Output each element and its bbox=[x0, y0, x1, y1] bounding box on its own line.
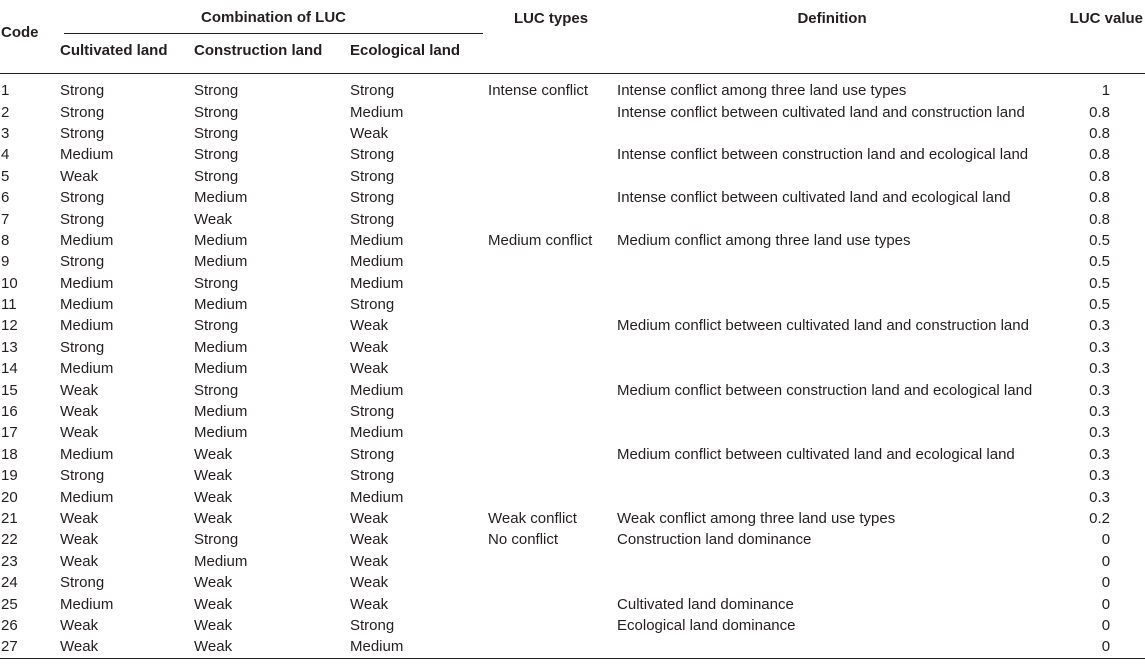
cell-cultivated-land: Medium bbox=[60, 488, 114, 506]
cell-luc-value: 0.3 bbox=[1089, 403, 1111, 421]
header-code: Code bbox=[1, 23, 39, 41]
cell-luc-value: 0.3 bbox=[1089, 445, 1111, 463]
cell-construction-land: Medium bbox=[194, 360, 248, 378]
cell-definition bbox=[615, 572, 1049, 593]
cell-luc-type bbox=[487, 593, 615, 614]
cell-construction-land: Strong bbox=[194, 317, 239, 335]
cell-construction-land: Medium bbox=[194, 424, 248, 442]
cell-luc-type: Medium conflict bbox=[488, 231, 593, 249]
cell-luc-type bbox=[487, 251, 615, 272]
cell-definition: Medium conflict between cultivated land and construction land bbox=[617, 317, 1029, 335]
table-row bbox=[0, 230, 1145, 251]
table-row bbox=[0, 636, 1145, 658]
header-combination bbox=[60, 0, 487, 36]
cell-code: 1 bbox=[1, 82, 10, 100]
cell-luc-value: 0.3 bbox=[1089, 381, 1111, 399]
table-row bbox=[0, 508, 1145, 529]
cell-definition bbox=[615, 358, 1049, 379]
cell-cultivated-land: Strong bbox=[60, 82, 105, 100]
table-row bbox=[0, 529, 1145, 550]
table-row bbox=[0, 572, 1145, 593]
cell-code: 12 bbox=[1, 317, 18, 335]
cell-code: 25 bbox=[1, 595, 18, 613]
cell-luc-type bbox=[487, 273, 615, 294]
cell-code: 17 bbox=[1, 424, 18, 442]
table-row bbox=[0, 273, 1145, 294]
cell-definition: Intense conflict between construction land and ecological land bbox=[617, 146, 1029, 164]
cell-cultivated-land: Weak bbox=[60, 531, 99, 549]
table-row bbox=[0, 101, 1145, 122]
table-row bbox=[0, 422, 1145, 443]
cell-construction-land: Weak bbox=[194, 636, 350, 658]
table-row bbox=[0, 315, 1145, 336]
cell-cultivated-land: Weak bbox=[60, 510, 99, 527]
cell-luc-value: 0 bbox=[1101, 616, 1111, 634]
cell-luc-type bbox=[487, 572, 615, 593]
cell-luc-type: Intense conflict bbox=[488, 82, 589, 100]
header-ecological-land: Ecological land bbox=[350, 41, 461, 59]
cell-ecological-land: Medium bbox=[350, 231, 404, 249]
cell-ecological-land: Strong bbox=[350, 467, 395, 485]
header-definition: Definition bbox=[797, 10, 867, 27]
cell-ecological-land: Weak bbox=[350, 124, 389, 142]
cell-construction-land: Medium bbox=[194, 552, 248, 570]
cell-luc-type bbox=[487, 101, 615, 122]
cell-definition bbox=[615, 636, 1049, 658]
table-row bbox=[0, 401, 1145, 422]
cell-definition: Construction land dominance bbox=[617, 531, 812, 549]
cell-code: 11 bbox=[1, 296, 17, 314]
cell-cultivated-land: Medium bbox=[60, 146, 114, 164]
cell-code: 6 bbox=[1, 189, 10, 207]
cell-cultivated-land: Medium bbox=[60, 274, 114, 292]
cell-ecological-land: Medium bbox=[350, 636, 487, 658]
cell-cultivated-land: Weak bbox=[60, 403, 99, 421]
table-row bbox=[0, 358, 1145, 379]
cell-cultivated-land: Weak bbox=[60, 552, 99, 570]
cell-ecological-land: Medium bbox=[350, 424, 404, 442]
cell-definition bbox=[615, 166, 1049, 187]
cell-code: 26 bbox=[1, 616, 18, 634]
cell-luc-type: Weak conflict bbox=[488, 510, 577, 527]
cell-cultivated-land: Strong bbox=[60, 210, 105, 228]
cell-code: 4 bbox=[1, 146, 10, 164]
cell-luc-value: 1 bbox=[1101, 82, 1111, 100]
table-row bbox=[0, 144, 1145, 165]
cell-construction-land: Weak bbox=[194, 488, 233, 506]
cell-construction-land: Medium bbox=[194, 338, 248, 356]
header-combination-label: Combination of LUC bbox=[64, 3, 483, 34]
cell-luc-type bbox=[487, 294, 615, 315]
cell-code: 22 bbox=[1, 531, 18, 549]
cell-luc-value: 0.3 bbox=[1089, 317, 1111, 335]
table-body bbox=[0, 74, 1145, 659]
cell-luc-type bbox=[487, 444, 615, 465]
cell-definition bbox=[615, 294, 1049, 315]
cell-construction-land: Weak bbox=[194, 210, 233, 228]
cell-cultivated-land: Medium bbox=[60, 317, 114, 335]
table-row bbox=[0, 551, 1145, 572]
cell-cultivated-land: Medium bbox=[60, 296, 114, 314]
cell-construction-land: Weak bbox=[194, 510, 233, 527]
cell-ecological-land: Strong bbox=[350, 403, 395, 421]
cell-code: 15 bbox=[1, 381, 18, 399]
header-luc-types: LUC types bbox=[513, 10, 589, 27]
cell-luc-type bbox=[487, 123, 615, 144]
cell-code: 10 bbox=[1, 274, 18, 292]
cell-cultivated-land: Weak bbox=[60, 381, 99, 399]
cell-luc-type bbox=[487, 144, 615, 165]
cell-definition bbox=[615, 422, 1049, 443]
table-row bbox=[0, 379, 1145, 400]
header-construction-land: Construction land bbox=[194, 41, 323, 59]
cell-definition bbox=[615, 251, 1049, 272]
cell-cultivated-land: Strong bbox=[60, 338, 105, 356]
header-luc-value: LUC value bbox=[1069, 10, 1144, 27]
table-row bbox=[0, 251, 1145, 272]
cell-cultivated-land: Weak bbox=[60, 616, 99, 634]
cell-definition bbox=[615, 551, 1049, 572]
cell-ecological-land: Strong bbox=[350, 445, 395, 463]
cell-luc-value: 0.5 bbox=[1089, 253, 1111, 271]
cell-luc-type bbox=[487, 465, 615, 486]
cell-construction-land: Medium bbox=[194, 403, 248, 421]
cell-ecological-land: Weak bbox=[350, 317, 389, 335]
cell-definition: Medium conflict between construction land and ecological land bbox=[617, 381, 1033, 399]
cell-code: 27 bbox=[0, 636, 60, 658]
cell-ecological-land: Weak bbox=[350, 595, 389, 613]
cell-code: 23 bbox=[1, 552, 18, 570]
table-row bbox=[0, 208, 1145, 229]
cell-code: 16 bbox=[1, 403, 18, 421]
cell-luc-type: No conflict bbox=[488, 531, 559, 549]
cell-ecological-land: Weak bbox=[350, 360, 389, 378]
cell-code: 14 bbox=[1, 360, 18, 378]
cell-code: 20 bbox=[1, 488, 18, 506]
cell-ecological-land: Medium bbox=[350, 103, 404, 121]
cell-definition bbox=[615, 337, 1049, 358]
cell-luc-value: 0.3 bbox=[1089, 360, 1111, 378]
table-row bbox=[0, 465, 1145, 486]
cell-luc-value: 0.8 bbox=[1089, 124, 1111, 142]
cell-construction-land: Weak bbox=[194, 574, 233, 592]
cell-luc-type bbox=[487, 551, 615, 572]
cell-construction-land: Medium bbox=[194, 231, 248, 249]
cell-ecological-land: Strong bbox=[350, 616, 395, 634]
cell-cultivated-land: Medium bbox=[60, 595, 114, 613]
cell-construction-land: Medium bbox=[194, 253, 248, 271]
table-row bbox=[0, 166, 1145, 187]
cell-ecological-land: Weak bbox=[350, 510, 389, 527]
cell-ecological-land: Strong bbox=[350, 189, 395, 207]
cell-code: 21 bbox=[1, 510, 18, 527]
cell-luc-type bbox=[487, 379, 615, 400]
cell-definition: Medium conflict between cultivated land and ecological land bbox=[617, 445, 1015, 463]
cell-cultivated-land: Strong bbox=[60, 103, 105, 121]
cell-construction-land: Weak bbox=[194, 616, 233, 634]
cell-luc-value: 0.8 bbox=[1089, 103, 1111, 121]
cell-luc-type bbox=[487, 422, 615, 443]
cell-construction-land: Weak bbox=[194, 467, 233, 485]
cell-luc-type bbox=[487, 315, 615, 336]
table-row bbox=[0, 80, 1145, 101]
cell-luc-value: 0.8 bbox=[1089, 189, 1111, 207]
cell-definition bbox=[615, 123, 1049, 144]
cell-luc-value: 0 bbox=[1101, 552, 1111, 570]
cell-cultivated-land: Weak bbox=[60, 636, 194, 658]
cell-definition: Intense conflict among three land use types bbox=[617, 82, 907, 100]
cell-luc-value: 0 bbox=[1049, 636, 1145, 658]
cell-cultivated-land: Medium bbox=[60, 445, 114, 463]
cell-luc-value: 0.2 bbox=[1089, 510, 1111, 527]
cell-definition bbox=[615, 208, 1049, 229]
cell-ecological-land: Medium bbox=[350, 488, 404, 506]
table-header bbox=[0, 0, 1145, 74]
table-row bbox=[0, 123, 1145, 144]
cell-cultivated-land: Weak bbox=[60, 167, 99, 185]
cell-cultivated-land: Weak bbox=[60, 424, 99, 442]
cell-code: 9 bbox=[1, 253, 10, 271]
cell-luc-type bbox=[487, 337, 615, 358]
cell-construction-land: Strong bbox=[194, 274, 239, 292]
cell-ecological-land: Weak bbox=[350, 338, 389, 356]
cell-code: 5 bbox=[1, 167, 10, 185]
cell-construction-land: Strong bbox=[194, 146, 239, 164]
header-cultivated-land: Cultivated land bbox=[60, 41, 168, 59]
cell-ecological-land: Medium bbox=[350, 253, 404, 271]
cell-construction-land: Strong bbox=[194, 124, 239, 142]
cell-ecological-land: Weak bbox=[350, 574, 389, 592]
cell-construction-land: Medium bbox=[194, 189, 248, 207]
cell-code: 13 bbox=[1, 338, 18, 356]
cell-luc-value: 0.5 bbox=[1089, 231, 1111, 249]
cell-definition: Intense conflict between cultivated land and construction land bbox=[617, 103, 1025, 121]
cell-ecological-land: Medium bbox=[350, 381, 404, 399]
table-row bbox=[0, 593, 1145, 614]
cell-code: 19 bbox=[1, 467, 18, 485]
cell-definition: Cultivated land dominance bbox=[617, 595, 794, 613]
cell-luc-value: 0 bbox=[1101, 574, 1111, 592]
cell-luc-value: 0.3 bbox=[1089, 467, 1111, 485]
cell-code: 7 bbox=[1, 210, 10, 228]
cell-luc-type bbox=[487, 401, 615, 422]
cell-construction-land: Strong bbox=[194, 82, 239, 100]
cell-construction-land: Weak bbox=[194, 595, 233, 613]
cell-construction-land: Strong bbox=[194, 167, 239, 185]
table-row bbox=[0, 486, 1145, 507]
cell-definition bbox=[615, 465, 1049, 486]
cell-ecological-land: Strong bbox=[350, 296, 395, 314]
cell-luc-value: 0.5 bbox=[1089, 274, 1111, 292]
cell-luc-type bbox=[487, 486, 615, 507]
cell-construction-land: Strong bbox=[194, 103, 239, 121]
cell-ecological-land: Strong bbox=[350, 210, 395, 228]
cell-ecological-land: Weak bbox=[350, 552, 389, 570]
cell-ecological-land: Strong bbox=[350, 82, 395, 100]
cell-cultivated-land: Medium bbox=[60, 360, 114, 378]
cell-luc-value: 0.3 bbox=[1089, 488, 1111, 506]
cell-code: 3 bbox=[1, 124, 10, 142]
cell-construction-land: Weak bbox=[194, 445, 233, 463]
cell-ecological-land: Strong bbox=[350, 167, 395, 185]
cell-ecological-land: Strong bbox=[350, 146, 395, 164]
cell-luc-type bbox=[487, 636, 615, 658]
cell-cultivated-land: Strong bbox=[60, 253, 105, 271]
table-row bbox=[0, 294, 1145, 315]
cell-luc-value: 0.8 bbox=[1089, 167, 1111, 185]
cell-definition: Weak conflict among three land use types bbox=[617, 510, 896, 527]
cell-cultivated-land: Strong bbox=[60, 467, 105, 485]
table-row bbox=[0, 187, 1145, 208]
cell-code: 2 bbox=[1, 103, 10, 121]
cell-luc-value: 0.8 bbox=[1089, 146, 1111, 164]
cell-code: 18 bbox=[1, 445, 18, 463]
cell-luc-value: 0.8 bbox=[1089, 210, 1111, 228]
cell-construction-land: Strong bbox=[194, 531, 239, 549]
cell-luc-value: 0 bbox=[1101, 595, 1111, 613]
cell-definition bbox=[615, 273, 1049, 294]
cell-luc-value: 0.3 bbox=[1089, 338, 1111, 356]
table-row bbox=[0, 444, 1145, 465]
cell-construction-land: Strong bbox=[194, 381, 239, 399]
cell-definition: Medium conflict among three land use types bbox=[617, 231, 911, 249]
table-row bbox=[0, 337, 1145, 358]
cell-luc-type bbox=[487, 208, 615, 229]
cell-construction-land: Medium bbox=[194, 296, 248, 314]
cell-code: 24 bbox=[1, 574, 18, 592]
cell-cultivated-land: Strong bbox=[60, 574, 105, 592]
cell-code: 8 bbox=[1, 231, 10, 249]
cell-luc-type bbox=[487, 187, 615, 208]
cell-definition: Intense conflict between cultivated land and ecological land bbox=[617, 189, 1011, 207]
cell-luc-value: 0.3 bbox=[1089, 424, 1111, 442]
cell-luc-type bbox=[487, 358, 615, 379]
cell-cultivated-land: Strong bbox=[60, 189, 105, 207]
cell-cultivated-land: Medium bbox=[60, 231, 114, 249]
cell-definition bbox=[615, 401, 1049, 422]
cell-cultivated-land: Strong bbox=[60, 124, 105, 142]
table-row bbox=[0, 615, 1145, 636]
cell-luc-type bbox=[487, 615, 615, 636]
cell-luc-value: 0.5 bbox=[1089, 296, 1111, 314]
cell-definition bbox=[615, 486, 1049, 507]
cell-definition: Ecological land dominance bbox=[617, 616, 796, 634]
cell-luc-type bbox=[487, 166, 615, 187]
cell-luc-value: 0 bbox=[1101, 531, 1111, 549]
cell-ecological-land: Weak bbox=[350, 531, 389, 549]
cell-ecological-land: Medium bbox=[350, 274, 404, 292]
header-rule bbox=[0, 64, 1145, 74]
